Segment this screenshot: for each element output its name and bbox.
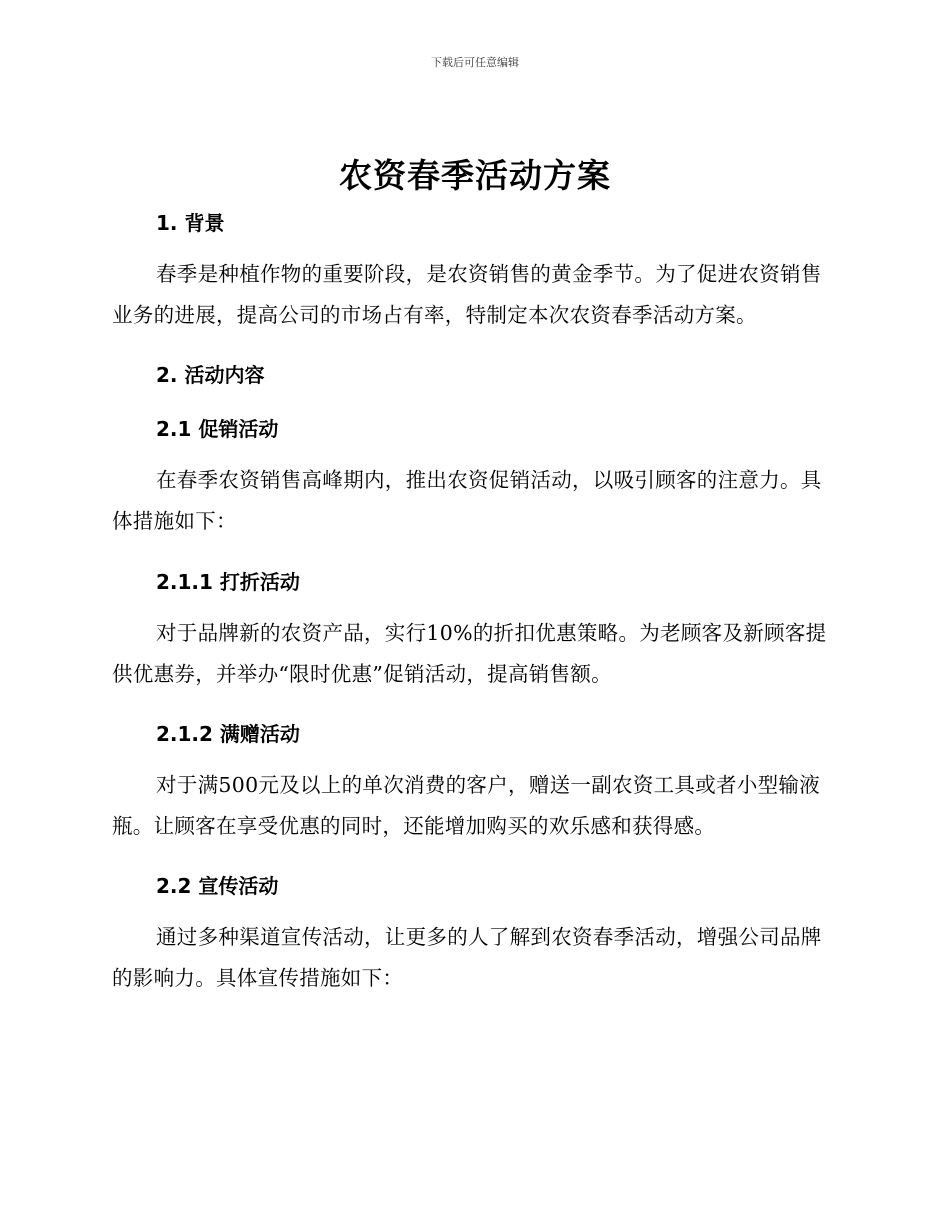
section-heading-activity-content: 2. 活动内容	[156, 363, 265, 387]
section-heading-background: 1. 背景	[156, 211, 225, 235]
page-header-note: 下载后可任意编辑	[431, 56, 519, 69]
paragraph-gift: 对于满500元及以上的单次消费的客户，赠送一副农资工具或者小型输液瓶。让顾客在享受优惠的同时，还能增加购买的欢乐感和获得感。	[112, 773, 821, 838]
paragraph-discount: 对于品牌新的农资产品，实行10%的折扣优惠策略。为老顾客及新顾客提供优惠券，并举办“限时优惠”促销活动，提高销售额。	[112, 621, 827, 686]
paragraph-publicity: 通过多种渠道宣传活动，让更多的人了解到农资春季活动，增强公司品牌的影响力。具体宣传措施如下：	[112, 925, 822, 990]
paragraph-promotion: 在春季农资销售高峰期内，推出农资促销活动，以吸引顾客的注意力。具体措施如下：	[112, 468, 822, 533]
paragraph-background: 春季是种植作物的重要阶段，是农资销售的黄金季节。为了促进农资销售业务的进展，提高公司的市场占有率，特制定本次农资春季活动方案。	[112, 262, 822, 327]
section-heading-promotion: 2.1 促销活动	[156, 417, 279, 441]
section-heading-discount: 2.1.1 打折活动	[156, 570, 300, 594]
section-heading-publicity: 2.2 宣传活动	[156, 874, 279, 898]
document-title: 农资春季活动方案	[339, 156, 611, 195]
section-heading-gift: 2.1.2 满赠活动	[156, 722, 300, 746]
